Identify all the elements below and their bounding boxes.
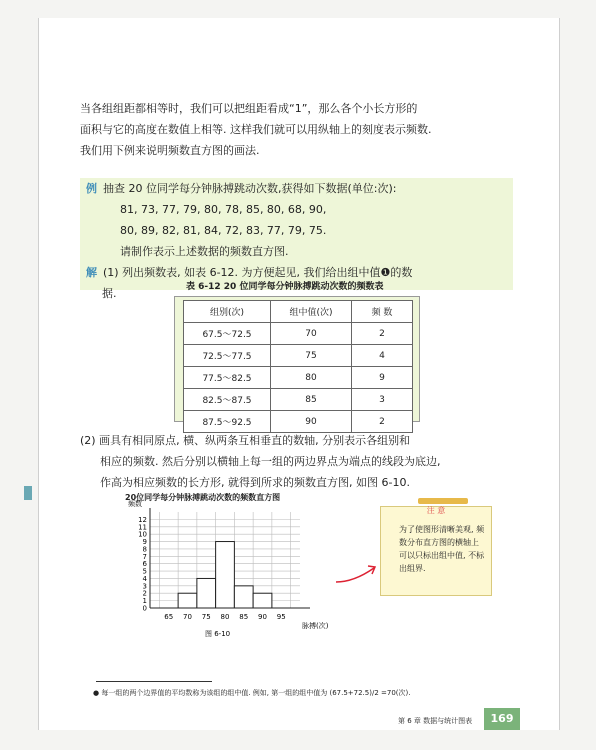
x-tick-label: 75: [201, 613, 211, 621]
x-tick-label: 65: [164, 613, 174, 621]
header-group: 组别(次): [184, 301, 271, 323]
example-line-3: 80, 89, 82, 81, 84, 72, 83, 77, 79, 75.: [120, 224, 327, 237]
y-tick-label: 4: [142, 574, 147, 583]
y-tick-label: 6: [142, 560, 147, 569]
x-tick-label: 70: [183, 613, 192, 621]
example-text-1: 抽查 20 位同学每分钟脉搏跳动次数,获得如下数据(单位:次):: [103, 182, 397, 195]
table-header-row: [184, 301, 413, 323]
header-midpoint: 组中值(次): [271, 301, 352, 323]
cell-group: 82.5～87.5: [184, 389, 271, 411]
chapter-label: 第 6 章 数据与统计图表: [398, 717, 473, 725]
footnote-rule: [96, 681, 212, 682]
solution-line-2: 据.: [102, 287, 117, 300]
cell-midpoint: 75: [271, 345, 352, 367]
x-axis-label: 脉搏(次): [302, 622, 329, 630]
y-tick-label: 2: [142, 589, 147, 598]
histogram-bar: [253, 593, 272, 608]
x-tick-label: 95: [276, 613, 286, 621]
cell-group: 72.5～77.5: [184, 345, 271, 367]
histogram-bar: [216, 542, 235, 608]
note-box: [380, 506, 492, 596]
step2-line-1: (2) 画具有相同原点, 横、纵两条互相垂直的数轴, 分别表示各组别和: [80, 434, 411, 447]
pencil-icon: [418, 498, 468, 504]
cell-group: 77.5～82.5: [184, 367, 271, 389]
example-line-1: [86, 178, 396, 199]
histogram-bar: [197, 578, 216, 608]
table-row: [184, 345, 413, 367]
cell-midpoint: 85: [271, 389, 352, 411]
y-tick-label: 9: [142, 538, 147, 547]
cell-midpoint: 80: [271, 367, 352, 389]
y-tick-label: 1: [142, 597, 147, 606]
cell-frequency: 3: [352, 389, 413, 411]
example-keyword: 例: [86, 182, 97, 195]
cell-midpoint: 70: [271, 323, 352, 345]
frequency-table: [183, 300, 413, 433]
cell-frequency: 9: [352, 367, 413, 389]
y-tick-label: 11: [138, 523, 147, 532]
histogram-bar: [234, 586, 253, 608]
footnote: ● 每一组的两个边界值的平均数称为该组的组中值. 例如, 第一组的组中值为 (67.5+72.5)/2 =70(次).: [93, 689, 411, 697]
table-row: [184, 389, 413, 411]
arrow-icon: [334, 560, 380, 586]
edge-marker: [24, 486, 32, 500]
step2-line-2: 相应的频数. 然后分别以横轴上每一组的两边界点为端点的线段为底边,: [100, 455, 441, 468]
figure-caption: 图 6-10: [205, 630, 231, 638]
histogram-chart: [110, 500, 329, 640]
solution-keyword: 解: [86, 266, 97, 279]
table-title: 表 6-12 20 位同学每分钟脉搏跳动次数的频数表: [186, 282, 384, 292]
cell-frequency: 4: [352, 345, 413, 367]
table-row: [184, 323, 413, 345]
table-row: [184, 367, 413, 389]
chart-title: 20位同学每分钟脉搏跳动次数的频数直方图: [125, 493, 281, 502]
cell-midpoint: 90: [271, 411, 352, 433]
x-tick-label: 85: [239, 613, 249, 621]
note-title: 注 意: [426, 506, 446, 515]
intro-line-1: 当各组组距都相等时，我们可以把组距看成“1”，那么各个小长方形的: [80, 102, 418, 115]
note-text: 为了使图形清晰美观, 频数分布直方图的横轴上可以只标出组中值, 不标出组界.: [399, 525, 485, 573]
example-line-4: 请制作表示上述数据的频数直方图.: [120, 245, 289, 258]
intro-line-3: 我们用下例来说明频数直方图的画法.: [80, 144, 260, 157]
y-tick-label: 3: [142, 582, 147, 591]
y-tick-label: 8: [142, 545, 147, 554]
y-axis-label: 频数: [128, 500, 142, 508]
y-tick-label: 12: [138, 515, 147, 524]
page-number: 169: [484, 708, 520, 730]
y-tick-label: 10: [138, 530, 147, 539]
intro-line-2: 面积与它的高度在数值上相等. 这样我们就可以用纵轴上的刻度表示频数.: [80, 123, 432, 136]
example-line-2: 81, 73, 77, 79, 80, 78, 85, 80, 68, 90,: [120, 203, 327, 216]
y-tick-label: 0: [142, 604, 147, 613]
x-tick-label: 90: [258, 613, 267, 621]
x-tick-label: 80: [220, 613, 230, 621]
step2-line-3: 作高为相应频数的长方形, 就得到所求的频数直方图, 如图 6-10.: [100, 476, 410, 489]
header-frequency: 频 数: [352, 301, 413, 323]
cell-frequency: 2: [352, 411, 413, 433]
cell-frequency: 2: [352, 323, 413, 345]
solution-text-1: (1) 列出频数表, 如表 6-12. 为方便起见, 我们给出组中值❶的数: [103, 266, 413, 279]
cell-group: 87.5～92.5: [184, 411, 271, 433]
y-tick-label: 5: [142, 567, 147, 576]
y-tick-label: 7: [142, 552, 147, 561]
cell-group: 67.5～72.5: [184, 323, 271, 345]
histogram-bar: [178, 593, 197, 608]
frequency-table-panel: [174, 296, 420, 428]
